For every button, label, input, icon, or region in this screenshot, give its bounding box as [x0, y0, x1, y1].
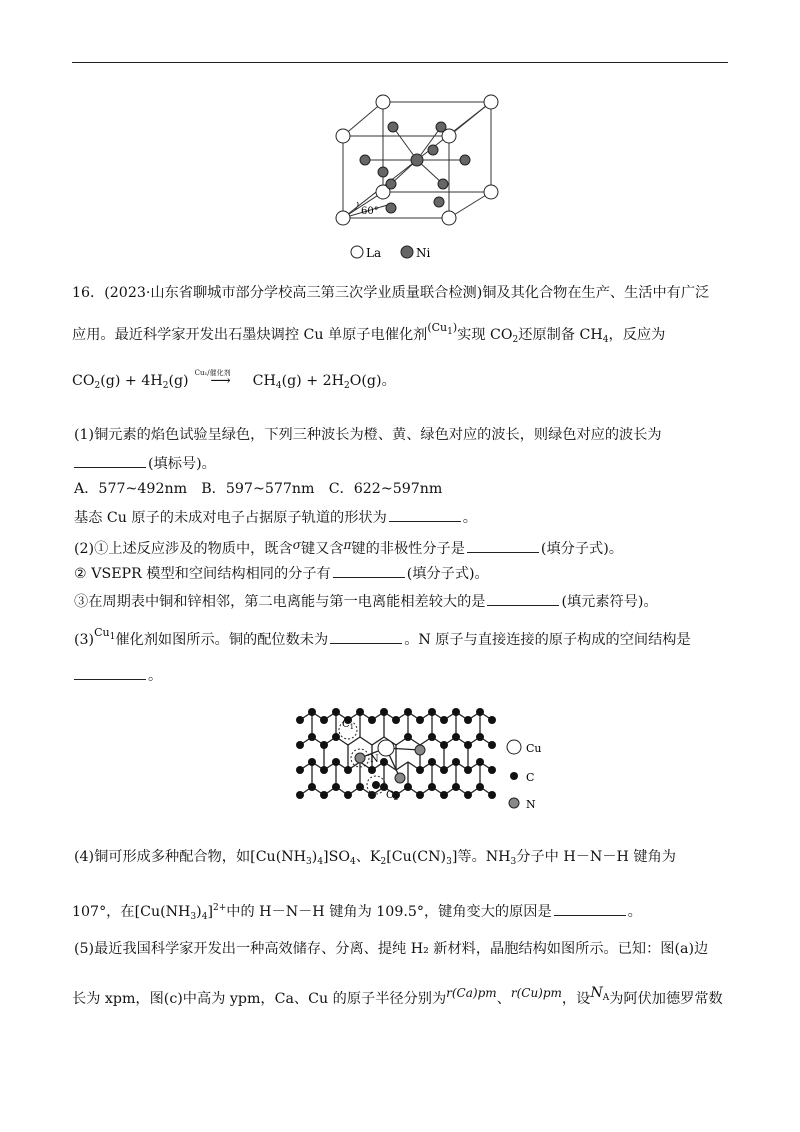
n-label: N: [370, 754, 379, 765]
answer-blank[interactable]: [487, 590, 559, 606]
c2-label: $C_2$: [386, 790, 399, 802]
part5-line1: (5)最近我国科学家开发出一种高效储存、分离、提纯 H₂ 新材料，晶胞结构如图所示。已知：图(a)边: [74, 941, 709, 957]
part2-q1: (2)①上述反应涉及的物质中，既含$^\sigma$键又含$^\pi$键的非极性分子是 (填分子式)。: [74, 538, 623, 557]
answer-blank[interactable]: [74, 664, 146, 680]
catalyst-structure-figure: [290, 690, 560, 815]
q16-equation: $CO_2(g) + 4H_2(g)$ Cu₁/催化剂 ⟶ $CH_4(g) + 2H_2O(g)$。: [72, 369, 396, 391]
crystal-cell-figure: [325, 92, 505, 267]
q16-intro: 16．(2023·山东省聊城市部分学校高三第三次学业质量联合检测)铜及其化合物在生产、生活中有广泛: [72, 285, 710, 301]
legend-c: C: [526, 771, 535, 784]
angle-label: 60°: [361, 206, 379, 217]
sigma-symbol: σ: [292, 538, 301, 552]
part3-q: $(3)^{Cu_1}$催化剂如图所示。铜的配位数未为 。N 原子与直接连接的原子构成的空间结构是: [74, 626, 691, 648]
part1-options: A．577~492nm B．597~577nm C．622~597nm: [74, 481, 443, 497]
part4-line1: (4)铜可形成多种配合物，如$[Cu(NH_3)_4]SO_4$、$K_2[Cu(CN)_3]$等。$NH_3$分子中 H－N－H 键角为: [74, 849, 676, 867]
legend-la: La: [366, 246, 382, 260]
part1-stem-cont: (填标号)。: [72, 452, 732, 475]
part1-shape: 基态 Cu 原子的未成对电子占据原子轨道的形状为 。: [74, 506, 734, 529]
answer-blank[interactable]: [389, 506, 461, 522]
cat-label: (Cu1): [427, 321, 458, 337]
answer-blank[interactable]: [330, 628, 402, 644]
c1-label: $C_1$: [342, 719, 355, 731]
part2-q2: ② VSEPR 模型和空间结构相同的分子有 (填分子式)。: [74, 562, 734, 585]
answer-blank[interactable]: [74, 452, 146, 468]
part2-q3: ③在周期表中铜和锌相邻，第二电离能与第一电离能相差较大的是 (填元素符号)。: [74, 590, 734, 613]
answer-blank[interactable]: [467, 537, 539, 553]
cu1-label: Cu1: [94, 626, 116, 642]
legend-n: N: [526, 798, 536, 811]
part5-line2: 长为 xpm，图(c)中高为 ypm，Ca、Cu 的原子半径分别为$^{r(Ca)pm}$、$^{r(Cu)pm}$，设$N_A$为阿伏加德罗常数: [72, 985, 723, 1007]
part4-line2: 107°，在$[Cu(NH_3)_4]^{2+}$中的 H－N－H 键角为 109.5°，键角变大的原因是 。: [72, 900, 732, 923]
answer-blank[interactable]: [554, 900, 626, 916]
top-rule: [72, 62, 728, 63]
part1-stem: (1)铜元素的焰色试验呈绿色，下列三种波长为橙、黄、绿色对应的波长，则绿色对应的波长为: [74, 427, 662, 443]
answer-blank[interactable]: [333, 562, 405, 578]
legend-cu: Cu: [526, 742, 542, 755]
part3-cont: 。: [72, 664, 732, 687]
q16-line2: 应用。最近科学家开发出石墨炔调控 Cu 单原子电催化剂$^{(Cu_1)}$实现 $CO_2$还原制备 $CH_4$，反应为: [72, 321, 666, 345]
pi-symbol: π: [343, 538, 352, 552]
legend-ni: Ni: [416, 246, 431, 260]
reaction-arrow: Cu₁/催化剂 ⟶: [194, 369, 231, 389]
